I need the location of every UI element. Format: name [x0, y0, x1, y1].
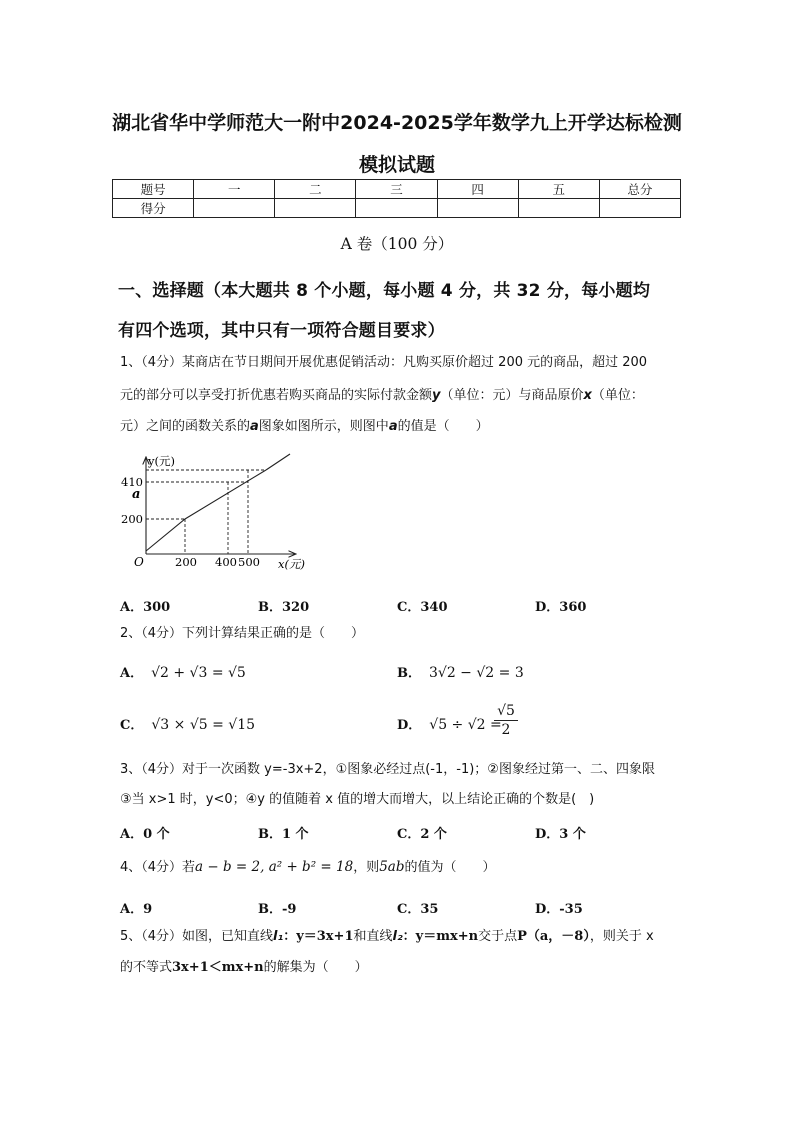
x-tick-500: 500 [238, 555, 260, 569]
q4-option-d[interactable]: D．-35 [535, 902, 583, 917]
function-line-ext [266, 454, 290, 470]
q5-line2 [120, 961, 368, 974]
score-table-header-row [113, 180, 681, 199]
q2-option-label: C． [120, 718, 144, 733]
q5-l1-equation: ：y＝3x+1 [283, 929, 354, 944]
q2-option-label: A． [120, 666, 144, 681]
score-cell: 一 [194, 180, 275, 199]
var-a: a [250, 419, 259, 434]
q4-text: 的值为（ ） [404, 860, 496, 875]
q3-option-c[interactable]: C．2 个 [397, 827, 447, 842]
q3-line2: ③当 x>1 时，y<0；④y 的值随着 x 值的增大而增大，以上结论正确的个数是( ) [120, 792, 595, 807]
q5-text: 和直线 [353, 929, 393, 944]
exam-title-line1: 湖北省华中学师范大一附中2024-2025学年数学九上开学达标检测 [112, 112, 682, 134]
q4-expression: 5ab [379, 859, 405, 875]
q1-option-d[interactable]: D．360 [535, 600, 587, 615]
q3-option-d[interactable]: D．3 个 [535, 827, 586, 842]
q1-option-c[interactable]: C．340 [397, 600, 448, 615]
q5-text: 的解集为（ ） [263, 960, 368, 975]
fraction-numerator: √5 [494, 703, 518, 721]
q4-option-a[interactable]: A．9 [120, 902, 153, 917]
q1-option-b[interactable]: B．320 [258, 600, 310, 615]
q5-l2-equation: ：y＝mx+n [402, 929, 479, 944]
q4-text: ，则 [353, 860, 380, 875]
q1-text: 的值是（ ） [397, 419, 489, 434]
q2-option-label: D． [397, 718, 422, 733]
score-input-cell[interactable] [518, 199, 599, 218]
section-a-heading: A 卷（100 分） [340, 235, 454, 253]
q2-option-d-fraction [494, 703, 518, 738]
q5-text: ，则关于 x [589, 929, 654, 944]
q5-line-l2: l₂ [392, 929, 403, 944]
q1-text: （单位：元）与商品原价 [440, 388, 584, 403]
q1-text: 图象如图所示，则图中 [258, 419, 389, 434]
q5-line-l1: l₁ [273, 929, 284, 944]
exam-title-line2: 模拟试题 [358, 154, 435, 176]
var-a: a [388, 419, 398, 434]
q1-text: （单位： [591, 388, 644, 403]
q3-option-b[interactable]: B．1 个 [258, 827, 309, 842]
q5-inequality: 3x+1＜mx+n [172, 960, 264, 975]
q2-option-c[interactable] [120, 714, 255, 733]
q1-text: 元）之间的函数关系的 [120, 419, 251, 434]
score-input-cell[interactable] [356, 199, 437, 218]
score-cell: 二 [275, 180, 356, 199]
q5-text: 交于点 [478, 929, 518, 944]
q4-text: 4、（4分）若 [120, 860, 196, 875]
q5-line1 [120, 930, 654, 943]
q2-option-b-math: 3√2 − √2 = 3 [429, 665, 524, 681]
y-axis-label: y(元) [148, 454, 175, 468]
x-axis-label: x(元) [278, 557, 305, 571]
q2-option-d-math: √5 ÷ √2 = [429, 717, 502, 733]
q4-condition-math: a − b = 2, a² + b² = 18 [195, 859, 354, 875]
score-table [112, 179, 681, 218]
q3-line1: 3、（4分）对于一次函数 y=-3x+2，①图象必经过点(-1，-1)；②图象经过第一、二、四象限 [120, 762, 655, 777]
score-input-cell[interactable] [599, 199, 680, 218]
score-table-score-row [113, 199, 681, 218]
q1-text: 元的部分可以享受打折优惠若购买商品的实际付款金额 [120, 388, 433, 403]
section1-heading-line2: 有四个选项，其中只有一项符合题目要求） [118, 321, 445, 341]
q2-option-a[interactable] [120, 662, 246, 681]
dashed-guides [146, 470, 266, 554]
score-input-cell[interactable] [194, 199, 275, 218]
q2-option-a-math: √2 + √3 = √5 [151, 665, 246, 681]
fraction-denominator: 2 [501, 722, 511, 738]
q1-line2 [120, 389, 644, 402]
q1-line1: 1、（4分）某商店在节日期间开展优惠促销活动：凡购买原价超过 200 元的商品，超过 200 [120, 355, 648, 370]
q4-option-c[interactable]: C．35 [397, 902, 439, 917]
origin-label: O [134, 555, 144, 569]
q2-stem: 2、（4分）下列计算结果正确的是（ ） [120, 626, 365, 641]
q5-point-p: P（a，－8） [517, 929, 590, 944]
q3-option-a[interactable]: A．0 个 [120, 827, 170, 842]
score-row-label: 得分 [113, 199, 194, 218]
q4-stem [120, 861, 496, 874]
q1-function-graph [118, 451, 318, 576]
score-cell: 三 [356, 180, 437, 199]
section1-heading-line1: 一、选择题（本大题共 8 个小题，每小题 4 分，共 32 分，每小题均 [118, 281, 651, 301]
score-cell: 题号 [113, 180, 194, 199]
q5-text: 的不等式 [120, 960, 173, 975]
x-tick-200: 200 [175, 555, 197, 569]
score-input-cell[interactable] [275, 199, 356, 218]
q2-option-b[interactable] [397, 662, 524, 681]
q2-option-d[interactable] [397, 714, 502, 733]
y-tick-410: 410 [121, 475, 143, 489]
var-x: x [583, 388, 592, 403]
y-tick-200: 200 [121, 512, 143, 526]
score-cell: 四 [437, 180, 518, 199]
var-y: y [432, 388, 441, 403]
x-tick-400: 400 [215, 555, 237, 569]
score-input-cell[interactable] [437, 199, 518, 218]
q1-option-a[interactable]: A．300 [120, 600, 171, 615]
y-tick-a: a [132, 487, 141, 502]
score-cell: 五 [518, 180, 599, 199]
q5-text: 5、（4分）如图，已知直线 [120, 929, 274, 944]
score-cell: 总分 [599, 180, 680, 199]
q4-option-b[interactable]: B．-9 [258, 902, 297, 917]
q2-option-c-math: √3 × √5 = √15 [151, 717, 256, 733]
q1-line3 [120, 420, 489, 433]
q2-option-label: B． [397, 666, 421, 681]
